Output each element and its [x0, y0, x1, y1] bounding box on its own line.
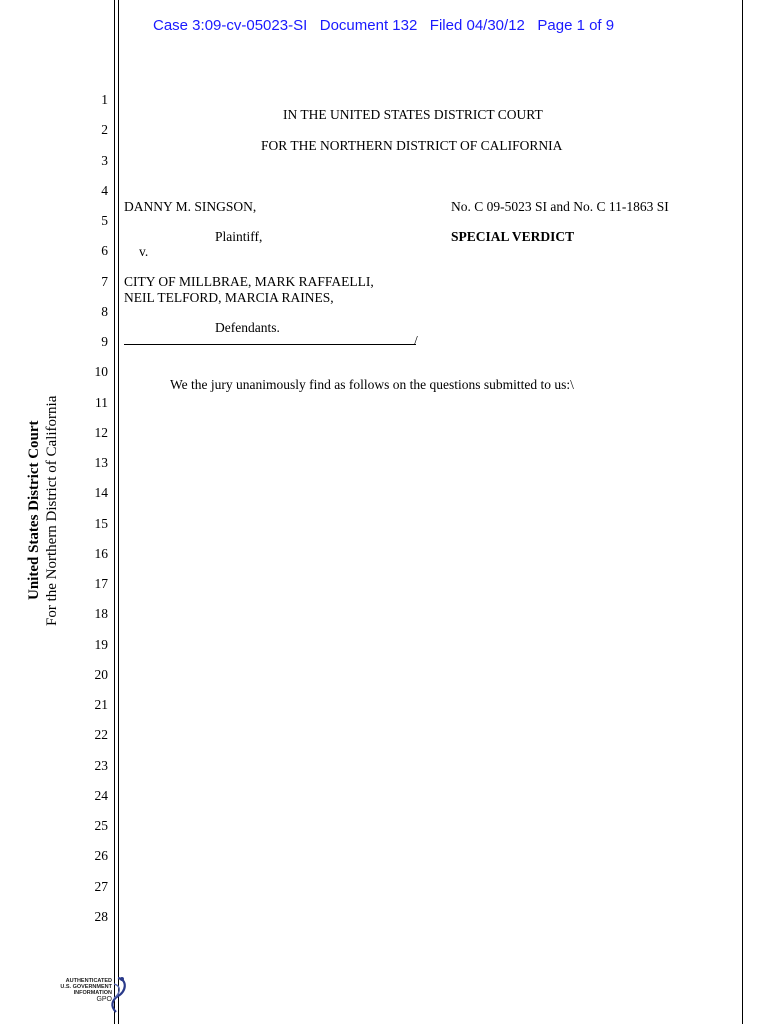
line-number: 22 — [94, 727, 108, 743]
caption-rule — [124, 344, 416, 345]
gpo-line-2: U.S. GOVERNMENT — [60, 984, 112, 990]
line-number: 13 — [94, 455, 108, 470]
line-number: 26 — [94, 848, 108, 864]
plaintiff-role: Plaintiff, — [215, 229, 263, 244]
line-number: 19 — [94, 636, 108, 652]
line-number: 20 — [94, 666, 108, 682]
versus: v. — [139, 244, 149, 259]
verdict-intro: We the jury unanimously find as follows on the questions submitted to us:\ — [170, 377, 574, 392]
defendants-role: Defendants. — [215, 320, 280, 335]
court-side-label — [18, 386, 78, 626]
line-number: 17 — [94, 576, 108, 591]
plaintiff-name: DANNY M. SINGSON, — [124, 199, 257, 214]
caption-slash: / — [414, 333, 418, 348]
gpo-line-4: GPO — [96, 996, 112, 1003]
line-number: 24 — [94, 787, 108, 803]
line-number: 12 — [94, 424, 108, 440]
line-number: 15 — [94, 515, 108, 531]
line-number: 10 — [94, 364, 108, 380]
line-number: 21 — [94, 697, 108, 712]
line-number: 3 — [101, 152, 108, 168]
case-number: No. C 09-5023 SI and No. C 11-1863 SI — [451, 199, 669, 214]
line-number: 6 — [101, 243, 108, 259]
line-number: 8 — [101, 303, 108, 319]
defendants-line-1: CITY OF MILLBRAE, MARK RAFFAELLI, — [124, 274, 374, 289]
filing-stamp: Case 3:09-cv-05023-SI Document 132 Filed 04/30/12 Page 1 of 9 — [153, 17, 615, 34]
line-number: 7 — [101, 273, 108, 289]
gpo-authentication-logo — [40, 970, 140, 1020]
left-margin-rule-1 — [114, 0, 115, 1024]
side-label-court: United States District Court — [26, 420, 42, 600]
gpo-line-3: INFORMATION — [73, 990, 112, 996]
gpo-line-1: AUTHENTICATED — [65, 978, 112, 984]
line-number: 9 — [101, 334, 108, 349]
document-title: SPECIAL VERDICT — [451, 229, 575, 244]
line-number: 14 — [94, 485, 108, 501]
line-number: 4 — [101, 182, 108, 198]
line-number: 1 — [101, 92, 108, 107]
line-number: 23 — [94, 757, 108, 773]
line-number: 28 — [94, 908, 108, 924]
line-number: 25 — [94, 818, 108, 833]
defendants-line-2: NEIL TELFORD, MARCIA RAINES, — [124, 290, 334, 305]
line-number: 11 — [95, 394, 108, 410]
line-number: 27 — [94, 878, 108, 894]
left-margin-rule-2 — [118, 0, 119, 1024]
line-number: 5 — [101, 213, 108, 228]
court-heading-2: FOR THE NORTHERN DISTRICT OF CALIFORNIA — [261, 138, 563, 153]
court-heading-1: IN THE UNITED STATES DISTRICT COURT — [283, 107, 543, 122]
line-number: 2 — [101, 122, 108, 138]
side-label-district: For the Northern District of California — [44, 395, 60, 626]
line-number: 18 — [94, 606, 108, 622]
line-number: 16 — [94, 545, 108, 561]
right-margin-rule — [742, 0, 743, 1024]
